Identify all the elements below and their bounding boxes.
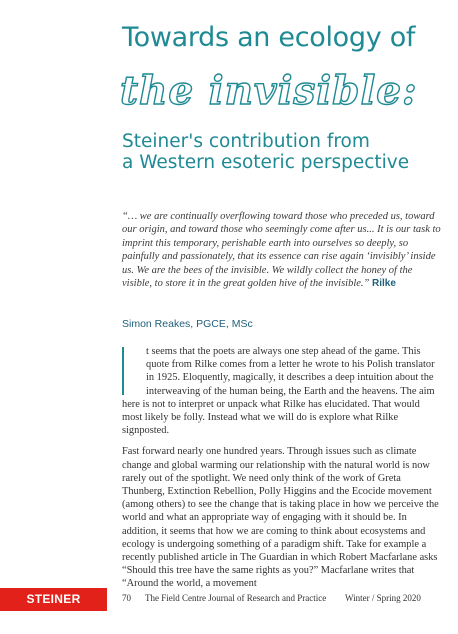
article-body <box>122 345 440 599</box>
subtitle-line-1: Steiner's contribution from <box>122 131 370 152</box>
epigraph <box>122 210 442 290</box>
paragraph-1 <box>122 345 440 437</box>
page-number: 70 <box>122 593 131 603</box>
drop-cap <box>122 347 138 395</box>
paragraph-2: Fast forward nearly one hundred years. Through issues such as climate change and global warming our relationship with the natural world is now rarely out of the spotlight. We need only think of the work of Greta Thunberg, Extinction Rebellion, Polly Higgins and the Ecocide movement (among others) to see the change that is taking place in how we perceive the world and what an appropriate way of engaging with it should be. In addition, it seems that how we are coming to think about ecosystems and ecology is undergoing something of a paradigm shift. Take for example a recently published article in The Guardian in which Robert Macfarlane asks “Should this tree have the same rights as you?” Macfarlane writes that “Around the world, a movement <box>122 446 439 590</box>
title-line-1: Towards an ecology of <box>122 22 416 53</box>
issue-season: Winter / Spring 2020 <box>345 593 421 603</box>
epigraph-source: Rilke <box>372 278 396 290</box>
paragraph-1-text: t seems that the poets are always one step ahead of the game. This quote from Rilke comes from a letter he wrote to his Polish translator in 1925. Eloquently, magically, it describes a deep intuition about the interweaving of the human being, the Earth and the heavens. The aim here is not to interpret or unpack what Rilke has elucidated. That would most likely be folly. Instead what we will do is explore what Rilke signposted. <box>122 346 435 437</box>
subtitle <box>122 131 409 173</box>
epigraph-text: “… we are continually overflowing toward those who preceded us, toward our origin, and toward those who seemingly come after us... It is our task to imprint this temporary, perishable earth into ourselves so deeply, so painfully and passionately, that its essence can rise again ‘invisibly’ inside us. We are the bees of the invisible. We wildly collect the honey of the visible, to store it in the great golden hive of the invisible.” <box>122 211 441 290</box>
brand-label: STEINER RESEARCH <box>0 588 107 611</box>
journal-name: The Field Centre Journal of Research and Practice <box>145 593 327 603</box>
author-byline: Simon Reakes, PGCE, MSc <box>122 318 253 330</box>
title-line-2: the invisible: <box>120 68 418 114</box>
subtitle-line-2: a Western esoteric perspective <box>122 152 410 173</box>
